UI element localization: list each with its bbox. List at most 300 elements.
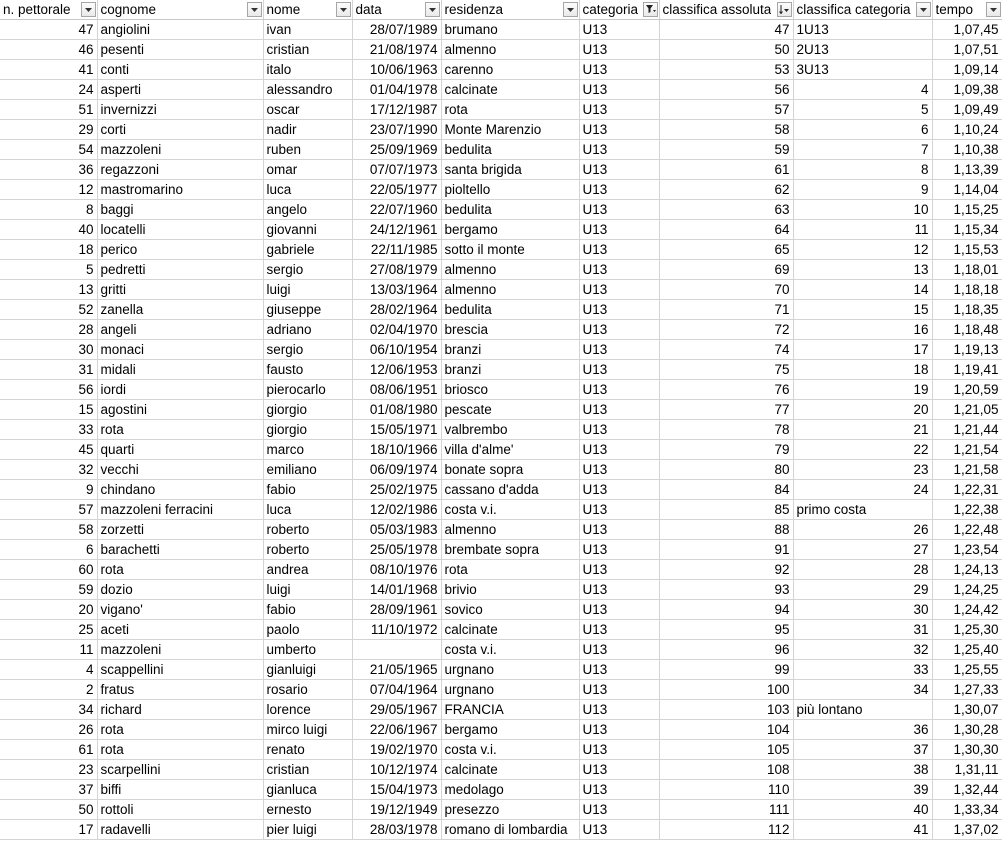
cell-tempo[interactable]: 1,19,13 [932,340,1002,360]
cell-tempo[interactable]: 1,21,54 [932,440,1002,460]
cell-classifica-categoria[interactable]: 3U13 [793,60,932,80]
cell-categoria[interactable]: U13 [579,640,659,660]
cell-data[interactable]: 11/10/1972 [352,620,441,640]
cell-nome[interactable]: giorgio [263,400,352,420]
cell-residenza[interactable]: urgnano [441,680,579,700]
cell-data[interactable]: 28/02/1964 [352,300,441,320]
cell-residenza[interactable]: calcinate [441,80,579,100]
cell-tempo[interactable]: 1,18,18 [932,280,1002,300]
cell-classifica-categoria[interactable]: 38 [793,760,932,780]
cell-classifica-assoluta[interactable]: 84 [659,480,793,500]
cell-residenza[interactable]: santa brigida [441,160,579,180]
cell-n-pettorale[interactable]: 61 [0,740,97,760]
cell-classifica-assoluta[interactable]: 69 [659,260,793,280]
cell-residenza[interactable]: costa v.i. [441,640,579,660]
cell-residenza[interactable]: brescia [441,320,579,340]
cell-tempo[interactable]: 1,21,58 [932,460,1002,480]
cell-cognome[interactable]: rottoli [97,800,263,820]
cell-data[interactable]: 13/03/1964 [352,280,441,300]
cell-classifica-assoluta[interactable]: 85 [659,500,793,520]
cell-nome[interactable]: luigi [263,280,352,300]
cell-cognome[interactable]: rota [97,720,263,740]
cell-residenza[interactable]: brivio [441,580,579,600]
cell-classifica-assoluta[interactable]: 72 [659,320,793,340]
cell-classifica-categoria[interactable]: 21 [793,420,932,440]
cell-data[interactable]: 08/06/1951 [352,380,441,400]
cell-residenza[interactable]: almenno [441,260,579,280]
cell-cognome[interactable]: pesenti [97,40,263,60]
cell-data[interactable]: 07/07/1973 [352,160,441,180]
cell-classifica-assoluta[interactable]: 77 [659,400,793,420]
cell-classifica-assoluta[interactable]: 99 [659,660,793,680]
cell-classifica-categoria[interactable]: 40 [793,800,932,820]
cell-n-pettorale[interactable]: 34 [0,700,97,720]
cell-data[interactable]: 14/01/1968 [352,580,441,600]
cell-nome[interactable]: oscar [263,100,352,120]
cell-categoria[interactable]: U13 [579,440,659,460]
cell-categoria[interactable]: U13 [579,60,659,80]
cell-classifica-categoria[interactable]: 37 [793,740,932,760]
cell-cognome[interactable]: invernizzi [97,100,263,120]
cell-categoria[interactable]: U13 [579,660,659,680]
cell-tempo[interactable]: 1,22,38 [932,500,1002,520]
cell-cognome[interactable]: midali [97,360,263,380]
cell-cognome[interactable]: baggi [97,200,263,220]
cell-tempo[interactable]: 1,32,44 [932,780,1002,800]
cell-classifica-categoria[interactable]: 4 [793,80,932,100]
cell-nome[interactable]: paolo [263,620,352,640]
cell-n-pettorale[interactable]: 2 [0,680,97,700]
cell-residenza[interactable]: rota [441,560,579,580]
cell-classifica-assoluta[interactable]: 71 [659,300,793,320]
cell-data[interactable]: 24/12/1961 [352,220,441,240]
cell-categoria[interactable]: U13 [579,740,659,760]
cell-categoria[interactable]: U13 [579,20,659,40]
cell-n-pettorale[interactable]: 50 [0,800,97,820]
cell-tempo[interactable]: 1,15,34 [932,220,1002,240]
cell-categoria[interactable]: U13 [579,80,659,100]
cell-classifica-categoria[interactable]: 10 [793,200,932,220]
cell-tempo[interactable]: 1,21,05 [932,400,1002,420]
cell-cognome[interactable]: richard [97,700,263,720]
cell-nome[interactable]: rosario [263,680,352,700]
cell-n-pettorale[interactable]: 17 [0,820,97,840]
cell-n-pettorale[interactable]: 20 [0,600,97,620]
cell-tempo[interactable]: 1,18,35 [932,300,1002,320]
cell-residenza[interactable]: urgnano [441,660,579,680]
cell-residenza[interactable]: calcinate [441,760,579,780]
cell-data[interactable]: 06/09/1974 [352,460,441,480]
cell-cognome[interactable]: rota [97,740,263,760]
cell-classifica-assoluta[interactable]: 88 [659,520,793,540]
cell-data[interactable]: 22/05/1977 [352,180,441,200]
cell-classifica-categoria[interactable]: 36 [793,720,932,740]
cell-categoria[interactable]: U13 [579,820,659,840]
cell-n-pettorale[interactable]: 52 [0,300,97,320]
cell-residenza[interactable]: almenno [441,520,579,540]
cell-categoria[interactable]: U13 [579,540,659,560]
cell-cognome[interactable]: mazzoleni [97,140,263,160]
cell-nome[interactable]: roberto [263,540,352,560]
cell-cognome[interactable]: mazzoleni ferracini [97,500,263,520]
cell-residenza[interactable]: costa v.i. [441,500,579,520]
cell-classifica-assoluta[interactable]: 79 [659,440,793,460]
cell-data[interactable]: 21/05/1965 [352,660,441,680]
filter-funnel-icon[interactable] [643,2,658,17]
cell-cognome[interactable]: scappellini [97,660,263,680]
cell-data[interactable]: 02/04/1970 [352,320,441,340]
cell-n-pettorale[interactable]: 12 [0,180,97,200]
cell-residenza[interactable]: villa d'alme' [441,440,579,460]
cell-classifica-categoria[interactable]: 6 [793,120,932,140]
cell-residenza[interactable]: brumano [441,20,579,40]
cell-classifica-categoria[interactable]: 8 [793,160,932,180]
cell-tempo[interactable]: 1,27,33 [932,680,1002,700]
cell-residenza[interactable]: Monte Marenzio [441,120,579,140]
cell-classifica-assoluta[interactable]: 62 [659,180,793,200]
cell-nome[interactable]: giorgio [263,420,352,440]
cell-tempo[interactable]: 1,25,55 [932,660,1002,680]
cell-classifica-assoluta[interactable]: 103 [659,700,793,720]
cell-categoria[interactable]: U13 [579,720,659,740]
cell-categoria[interactable]: U13 [579,480,659,500]
cell-data[interactable]: 21/08/1974 [352,40,441,60]
cell-classifica-assoluta[interactable]: 57 [659,100,793,120]
cell-tempo[interactable]: 1,18,48 [932,320,1002,340]
cell-nome[interactable]: luca [263,500,352,520]
cell-nome[interactable]: umberto [263,640,352,660]
cell-data[interactable]: 22/07/1960 [352,200,441,220]
cell-cognome[interactable]: regazzoni [97,160,263,180]
cell-n-pettorale[interactable]: 41 [0,60,97,80]
dropdown-arrow-icon[interactable] [81,2,96,17]
cell-n-pettorale[interactable]: 9 [0,480,97,500]
cell-residenza[interactable]: bedulita [441,200,579,220]
cell-tempo[interactable]: 1,15,53 [932,240,1002,260]
dropdown-arrow-icon[interactable] [425,2,440,17]
cell-classifica-assoluta[interactable]: 74 [659,340,793,360]
cell-classifica-assoluta[interactable]: 70 [659,280,793,300]
cell-classifica-categoria[interactable]: 15 [793,300,932,320]
cell-n-pettorale[interactable]: 26 [0,720,97,740]
cell-classifica-assoluta[interactable]: 96 [659,640,793,660]
cell-data[interactable]: 28/03/1978 [352,820,441,840]
cell-categoria[interactable]: U13 [579,620,659,640]
cell-classifica-assoluta[interactable]: 59 [659,140,793,160]
cell-tempo[interactable]: 1,30,30 [932,740,1002,760]
cell-tempo[interactable]: 1,24,42 [932,600,1002,620]
cell-categoria[interactable]: U13 [579,160,659,180]
cell-n-pettorale[interactable]: 40 [0,220,97,240]
cell-categoria[interactable]: U13 [579,40,659,60]
cell-tempo[interactable]: 1,24,13 [932,560,1002,580]
cell-classifica-assoluta[interactable]: 111 [659,800,793,820]
cell-nome[interactable]: gianluigi [263,660,352,680]
cell-residenza[interactable]: calcinate [441,620,579,640]
cell-residenza[interactable]: rota [441,100,579,120]
cell-tempo[interactable]: 1,18,01 [932,260,1002,280]
cell-classifica-categoria[interactable]: 11 [793,220,932,240]
cell-tempo[interactable]: 1,20,59 [932,380,1002,400]
cell-cognome[interactable]: agostini [97,400,263,420]
cell-classifica-categoria[interactable]: 17 [793,340,932,360]
cell-nome[interactable]: giuseppe [263,300,352,320]
cell-classifica-assoluta[interactable]: 100 [659,680,793,700]
cell-data[interactable]: 28/09/1961 [352,600,441,620]
cell-nome[interactable]: nadir [263,120,352,140]
cell-n-pettorale[interactable]: 31 [0,360,97,380]
cell-nome[interactable]: marco [263,440,352,460]
cell-data[interactable]: 05/03/1983 [352,520,441,540]
cell-categoria[interactable]: U13 [579,700,659,720]
cell-cognome[interactable]: angeli [97,320,263,340]
cell-nome[interactable]: fausto [263,360,352,380]
cell-residenza[interactable]: sotto il monte [441,240,579,260]
cell-categoria[interactable]: U13 [579,100,659,120]
cell-cognome[interactable]: monaci [97,340,263,360]
cell-classifica-assoluta[interactable]: 93 [659,580,793,600]
cell-tempo[interactable]: 1,07,45 [932,20,1002,40]
cell-classifica-categoria[interactable]: 33 [793,660,932,680]
cell-classifica-categoria[interactable]: 39 [793,780,932,800]
cell-n-pettorale[interactable]: 6 [0,540,97,560]
cell-classifica-categoria[interactable]: 13 [793,260,932,280]
cell-nome[interactable]: fabio [263,480,352,500]
cell-residenza[interactable]: almenno [441,40,579,60]
cell-classifica-assoluta[interactable]: 112 [659,820,793,840]
cell-n-pettorale[interactable]: 51 [0,100,97,120]
cell-cognome[interactable]: fratus [97,680,263,700]
cell-residenza[interactable]: bonate sopra [441,460,579,480]
cell-data[interactable]: 12/02/1986 [352,500,441,520]
cell-n-pettorale[interactable]: 46 [0,40,97,60]
cell-cognome[interactable]: radavelli [97,820,263,840]
cell-data[interactable] [352,640,441,660]
dropdown-arrow-icon[interactable] [986,2,1001,17]
cell-classifica-assoluta[interactable]: 92 [659,560,793,580]
cell-cognome[interactable]: biffi [97,780,263,800]
cell-tempo[interactable]: 1,13,39 [932,160,1002,180]
cell-classifica-assoluta[interactable]: 47 [659,20,793,40]
cell-residenza[interactable]: bedulita [441,140,579,160]
cell-cognome[interactable]: gritti [97,280,263,300]
cell-cognome[interactable]: zanella [97,300,263,320]
cell-nome[interactable]: mirco luigi [263,720,352,740]
dropdown-arrow-icon[interactable] [336,2,351,17]
cell-categoria[interactable]: U13 [579,360,659,380]
cell-n-pettorale[interactable]: 60 [0,560,97,580]
cell-data[interactable]: 06/10/1954 [352,340,441,360]
cell-tempo[interactable]: 1,22,31 [932,480,1002,500]
cell-tempo[interactable]: 1,10,24 [932,120,1002,140]
cell-tempo[interactable]: 1,07,51 [932,40,1002,60]
cell-n-pettorale[interactable]: 13 [0,280,97,300]
cell-data[interactable]: 01/04/1978 [352,80,441,100]
cell-data[interactable]: 08/10/1976 [352,560,441,580]
cell-cognome[interactable]: vigano' [97,600,263,620]
cell-n-pettorale[interactable]: 54 [0,140,97,160]
cell-tempo[interactable]: 1,10,38 [932,140,1002,160]
cell-categoria[interactable]: U13 [579,340,659,360]
cell-classifica-assoluta[interactable]: 105 [659,740,793,760]
cell-categoria[interactable]: U13 [579,180,659,200]
cell-residenza[interactable]: medolago [441,780,579,800]
cell-categoria[interactable]: U13 [579,420,659,440]
cell-categoria[interactable]: U13 [579,600,659,620]
cell-residenza[interactable]: bergamo [441,720,579,740]
cell-data[interactable]: 19/02/1970 [352,740,441,760]
cell-nome[interactable]: giovanni [263,220,352,240]
cell-classifica-categoria[interactable]: 19 [793,380,932,400]
cell-tempo[interactable]: 1,25,30 [932,620,1002,640]
cell-cognome[interactable]: rota [97,560,263,580]
cell-residenza[interactable]: valbrembo [441,420,579,440]
cell-n-pettorale[interactable]: 56 [0,380,97,400]
cell-categoria[interactable]: U13 [579,240,659,260]
cell-nome[interactable]: andrea [263,560,352,580]
cell-tempo[interactable]: 1,09,14 [932,60,1002,80]
cell-data[interactable]: 27/08/1979 [352,260,441,280]
cell-nome[interactable]: cristian [263,40,352,60]
cell-tempo[interactable]: 1,22,48 [932,520,1002,540]
cell-classifica-assoluta[interactable]: 108 [659,760,793,780]
cell-nome[interactable]: sergio [263,260,352,280]
cell-tempo[interactable]: 1,33,34 [932,800,1002,820]
cell-classifica-assoluta[interactable]: 78 [659,420,793,440]
cell-n-pettorale[interactable]: 18 [0,240,97,260]
cell-classifica-categoria[interactable]: 9 [793,180,932,200]
cell-cognome[interactable]: scarpellini [97,760,263,780]
cell-categoria[interactable]: U13 [579,520,659,540]
cell-cognome[interactable]: corti [97,120,263,140]
cell-cognome[interactable]: angiolini [97,20,263,40]
cell-residenza[interactable]: cassano d'adda [441,480,579,500]
cell-n-pettorale[interactable]: 45 [0,440,97,460]
cell-classifica-categoria[interactable]: 5 [793,100,932,120]
cell-residenza[interactable]: costa v.i. [441,740,579,760]
cell-categoria[interactable]: U13 [579,800,659,820]
cell-cognome[interactable]: zorzetti [97,520,263,540]
cell-classifica-assoluta[interactable]: 94 [659,600,793,620]
cell-data[interactable]: 22/06/1967 [352,720,441,740]
cell-nome[interactable]: ivan [263,20,352,40]
cell-nome[interactable]: ernesto [263,800,352,820]
cell-cognome[interactable]: mazzoleni [97,640,263,660]
cell-cognome[interactable]: locatelli [97,220,263,240]
cell-classifica-categoria[interactable]: 29 [793,580,932,600]
sort-ascending-icon[interactable] [777,2,792,17]
cell-residenza[interactable]: sovico [441,600,579,620]
cell-classifica-assoluta[interactable]: 53 [659,60,793,80]
cell-classifica-assoluta[interactable]: 64 [659,220,793,240]
cell-residenza[interactable]: romano di lombardia [441,820,579,840]
cell-nome[interactable]: renato [263,740,352,760]
cell-categoria[interactable]: U13 [579,320,659,340]
cell-classifica-assoluta[interactable]: 110 [659,780,793,800]
cell-categoria[interactable]: U13 [579,300,659,320]
cell-n-pettorale[interactable]: 8 [0,200,97,220]
cell-n-pettorale[interactable]: 5 [0,260,97,280]
cell-classifica-categoria[interactable]: 26 [793,520,932,540]
cell-nome[interactable]: alessandro [263,80,352,100]
cell-residenza[interactable]: bedulita [441,300,579,320]
cell-n-pettorale[interactable]: 29 [0,120,97,140]
cell-data[interactable]: 25/09/1969 [352,140,441,160]
cell-n-pettorale[interactable]: 25 [0,620,97,640]
cell-data[interactable]: 19/12/1949 [352,800,441,820]
cell-n-pettorale[interactable]: 32 [0,460,97,480]
cell-classifica-categoria[interactable]: 23 [793,460,932,480]
cell-tempo[interactable]: 1,37,02 [932,820,1002,840]
cell-data[interactable]: 25/05/1978 [352,540,441,560]
cell-nome[interactable]: luca [263,180,352,200]
cell-n-pettorale[interactable]: 47 [0,20,97,40]
cell-classifica-categoria[interactable]: 18 [793,360,932,380]
dropdown-arrow-icon[interactable] [563,2,578,17]
cell-nome[interactable]: emiliano [263,460,352,480]
cell-n-pettorale[interactable]: 23 [0,760,97,780]
cell-classifica-categoria[interactable]: 1U13 [793,20,932,40]
cell-classifica-assoluta[interactable]: 56 [659,80,793,100]
cell-n-pettorale[interactable]: 36 [0,160,97,180]
cell-classifica-categoria[interactable]: 27 [793,540,932,560]
cell-residenza[interactable]: carenno [441,60,579,80]
cell-residenza[interactable]: FRANCIA [441,700,579,720]
cell-data[interactable]: 07/04/1964 [352,680,441,700]
cell-cognome[interactable]: rota [97,420,263,440]
cell-categoria[interactable]: U13 [579,560,659,580]
cell-classifica-categoria[interactable]: 41 [793,820,932,840]
cell-nome[interactable]: lorence [263,700,352,720]
cell-data[interactable]: 15/05/1971 [352,420,441,440]
cell-data[interactable]: 23/07/1990 [352,120,441,140]
cell-classifica-categoria[interactable]: 28 [793,560,932,580]
cell-tempo[interactable]: 1,25,40 [932,640,1002,660]
cell-cognome[interactable]: iordi [97,380,263,400]
cell-categoria[interactable]: U13 [579,680,659,700]
cell-data[interactable]: 10/06/1963 [352,60,441,80]
cell-classifica-categoria[interactable]: 34 [793,680,932,700]
cell-n-pettorale[interactable]: 24 [0,80,97,100]
cell-tempo[interactable]: 1,21,44 [932,420,1002,440]
cell-classifica-assoluta[interactable]: 76 [659,380,793,400]
cell-data[interactable]: 29/05/1967 [352,700,441,720]
cell-tempo[interactable]: 1,09,49 [932,100,1002,120]
cell-classifica-assoluta[interactable]: 65 [659,240,793,260]
cell-cognome[interactable]: conti [97,60,263,80]
cell-nome[interactable]: omar [263,160,352,180]
cell-data[interactable]: 17/12/1987 [352,100,441,120]
cell-classifica-assoluta[interactable]: 80 [659,460,793,480]
cell-nome[interactable]: gianluca [263,780,352,800]
cell-categoria[interactable]: U13 [579,220,659,240]
cell-data[interactable]: 18/10/1966 [352,440,441,460]
cell-tempo[interactable]: 1,31,11 [932,760,1002,780]
cell-n-pettorale[interactable]: 33 [0,420,97,440]
cell-cognome[interactable]: vecchi [97,460,263,480]
cell-classifica-categoria[interactable]: 22 [793,440,932,460]
cell-categoria[interactable]: U13 [579,380,659,400]
cell-nome[interactable]: gabriele [263,240,352,260]
cell-classifica-assoluta[interactable]: 91 [659,540,793,560]
cell-n-pettorale[interactable]: 15 [0,400,97,420]
cell-residenza[interactable]: pescate [441,400,579,420]
cell-residenza[interactable]: almenno [441,280,579,300]
cell-cognome[interactable]: barachetti [97,540,263,560]
cell-tempo[interactable]: 1,14,04 [932,180,1002,200]
cell-tempo[interactable]: 1,24,25 [932,580,1002,600]
cell-classifica-categoria[interactable]: primo costa [793,500,932,520]
